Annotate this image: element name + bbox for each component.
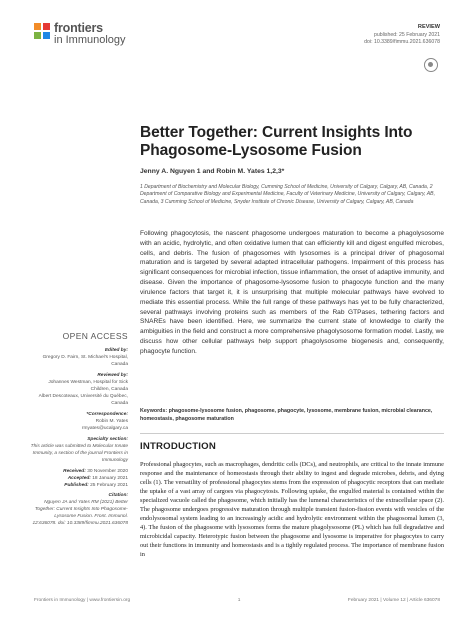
citation-text: Nguyen JA and Yates RM (2021) Better Together: Current Insights Into Phagosome-Lysosome Fusion. Front. Immunol. 12:636078. doi: 10.3389/fimmu.2021.636078 <box>32 500 128 527</box>
keywords-list: phagosome-lysosome fusion, phagosome, phagocyte, lysosome, membrane fusion, microbial clearance, homeostasis, phagosome maturation <box>140 408 433 422</box>
specialty-text: This article was submitted to Molecular Innate Immunity, a section of the journal Frontiers in Immunology <box>30 443 128 463</box>
article-title: Better Together: Current Insights Into Phagosome-Lysosome Fusion <box>140 124 413 160</box>
journal-name: in Immunology <box>54 34 126 47</box>
correspondence-email[interactable]: rmyates@ucalgary.ca <box>81 425 128 431</box>
published-date-sidebar: 25 February 2021 <box>90 482 128 488</box>
page-number: 1 <box>237 598 241 603</box>
footer-journal[interactable]: Frontiers in Immunology | www.frontiersin.org <box>34 598 131 603</box>
accepted-label: Accepted: <box>67 475 91 481</box>
received-date: 30 November 2020 <box>87 468 128 474</box>
article-meta <box>364 24 440 46</box>
journal-logo <box>34 22 126 47</box>
introduction-heading: INTRODUCTION <box>140 441 216 452</box>
authors: Jenny A. Nguyen 1 and Robin M. Yates 1,2,3* <box>140 168 285 175</box>
doi-link[interactable]: doi: 10.3389/fimmu.2021.636078 <box>364 38 440 45</box>
page-footer <box>34 598 440 603</box>
article-type: REVIEW <box>417 24 440 30</box>
specialty-label: Specialty section: <box>87 436 128 442</box>
affiliations: 1 Department of Biochemistry and Molecular Biology, Cumming School of Medicine, University of Calgary, Calgary, AB, Canada, 2 Department of Comparative Biology and Experimental Medicine, Faculty of Veterinary Medicine, University of Calgary, Calgary, AB, Canada, 3 Cumming School of Medicine, Snyder Institute of Chronic Disease, University of Calgary, Calgary, AB, Canada <box>140 184 435 205</box>
reviewer: Johannes Westman, Hospital for Sick Children, Canada <box>48 380 128 393</box>
abstract: Following phagocytosis, the nascent phagosome undergoes maturation to become a phagolysosome with an acidic, hydrolytic, and often oxidative lumen that can efficiently kill and digest engulfed microbes, cells, and debris. The fusion of phagosomes with lysosomes is a principal driver of phagosomal maturation and is targeted by several adapted intracellular pathogens. Impairment of this process has significant consequences for microbial infection, tissue inflammation, the onset of adaptive immunity, and disease. Given the importance of phagosome-lysosome fusion to phagocyte function and the many virulence factors that target it, it is unsurprising that multiple molecular pathways have evolved to mediate this essential process. While the full range of these pathways has yet to be fully characterized, several pathways involving proteins such as members of the Rab GTPases, tethering factors and SNAREs have been identified. Here, we summarize the current state of knowledge to clarify the ambiguities in the field and construct a more comprehensive phagolysosome formation model. Lastly, we discuss how other cellular pathways help support phagolysosome biogenesis and, consequently, phagocyte function. <box>140 230 444 355</box>
edited-by-label: Edited by: <box>104 348 128 354</box>
introduction-text: Professional phagocytes, such as macrophages, dendritic cells (DCs), and neutrophils, are critical to the innate immune response and the maintenance of homeostasis through their ability to ingest and degrade microbes, debris, and dying cells (1). The versatility of professional phagocytes stems from the expression of phagocytic receptors that can mediate the uptake of a vast array of cargoes via phagocytosis. Following uptake, the engulfed material is contained within the specialized vacuole called the phagosome, which initially has the lumenal characteristics of the extracellular space (2). The phagosome undergoes progressive maturation through multiple transient fusion-fission events with vesicles of the endolysosomal system leading to an increasingly acidic and hydrolytic environment within the phagosomal lumen (3, 4). The fusion of the phagosome with lysosomes forms the mature phagolysosome (PL) which has full degradative and microbicidal capacity. Heterotypic fusion between the phagosome and lysosome is imperative for phagocytes to carry out their functions in immunity and homeostasis and is a tightly regulated process. The importance of membrane fusion in <box>140 461 444 558</box>
citation-label: Citation: <box>108 493 128 499</box>
dates <box>30 469 128 490</box>
reviewed-by-label: Reviewed by: <box>97 373 128 379</box>
keywords-label: Keywords: <box>140 408 168 414</box>
article-sidebar <box>30 330 128 528</box>
published-date: published: 25 February 2021 <box>373 31 440 38</box>
correspondence-name: Robin M. Yates <box>95 418 128 424</box>
footer-volume: February 2021 | Volume 12 | Article 636078 <box>347 598 440 603</box>
reviewer: Albert Descoteaux, Université du Québec, Canada <box>38 394 128 406</box>
check-for-updates-icon[interactable] <box>424 58 438 72</box>
correspondence-label: *Correspondence: <box>86 411 128 417</box>
keywords <box>140 408 444 424</box>
open-access-label: OPEN ACCESS <box>62 331 128 341</box>
editor: Gregory D. Fairn, St. Michael's Hospital, Canada <box>42 355 128 368</box>
section-divider <box>140 433 444 434</box>
accepted-date: 18 January 2021 <box>92 475 128 481</box>
received-label: Received: <box>63 468 86 474</box>
brand-name: frontiers <box>54 21 103 35</box>
published-label: Published: <box>64 482 89 488</box>
frontiers-logo-icon <box>34 23 50 39</box>
